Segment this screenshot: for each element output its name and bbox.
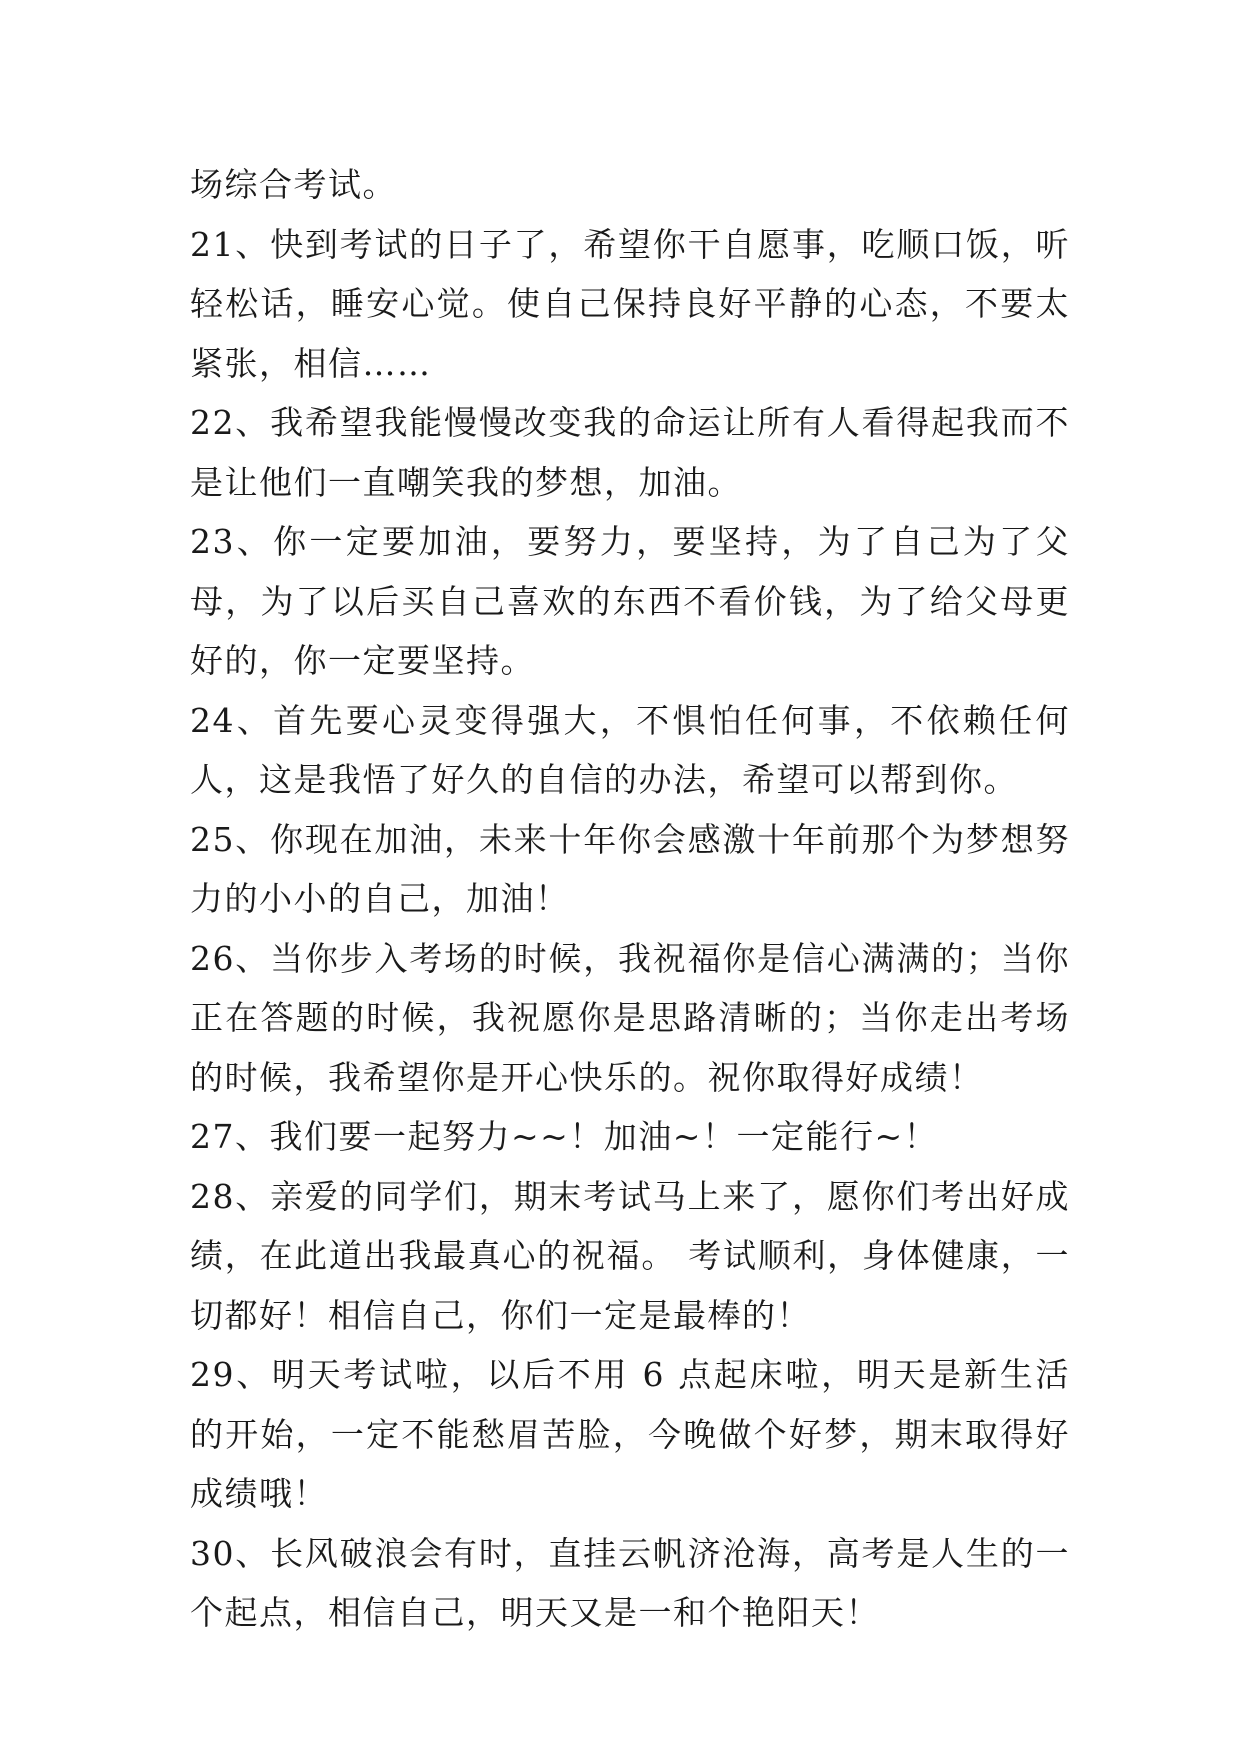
paragraph-24: 24、首先要心灵变得强大，不惧怕任何事，不依赖任何人，这是我悟了好久的自信的办法，希望可以帮到你。	[190, 700, 1070, 799]
paragraph-22: 22、我希望我能慢慢改变我的命运让所有人看得起我而不是让他们一直嘲笑我的梦想，加油。	[190, 403, 1070, 502]
paragraph-28: 28、亲爱的同学们，期末考试马上来了，愿你们考出好成绩，在此道出我最真心的祝福。 考试顺利，身体健康，一切都好！相信自己，你们一定是最棒的！	[190, 1176, 1070, 1335]
paragraph-23: 23、你一定要加油，要努力，要坚持，为了自己为了父母，为了以后买自己喜欢的东西不看价钱，为了给父母更好的，你一定要坚持。	[190, 522, 1070, 680]
document-body	[190, 155, 1070, 1643]
paragraph-25: 25、你现在加油，未来十年你会感激十年前那个为梦想努力的小小的自己，加油！	[190, 819, 1070, 918]
paragraph-29: 29、明天考试啦，以后不用 6 点起床啦，明天是新生活的开始，一定不能愁眉苦脸，今晚做个好梦，期末取得好成绩哦！	[190, 1355, 1070, 1513]
paragraph-26: 26、当你步入考场的时候，我祝福你是信心满满的；当你正在答题的时候，我祝愿你是思路清晰的；当你走出考场的时候，我希望你是开心快乐的。祝你取得好成绩！	[190, 938, 1070, 1097]
paragraph-continuation: 场综合考试。	[190, 165, 397, 204]
paragraph-21: 21、快到考试的日子了，希望你干自愿事，吃顺口饭，听轻松话，睡安心觉。使自己保持良好平静的心态，不要太紧张，相信……	[190, 224, 1070, 383]
paragraph-27: 27、我们要一起努力~~！加油~！一定能行~！	[190, 1117, 939, 1156]
paragraph-30: 30、长风破浪会有时，直挂云帆济沧海，高考是人生的一个起点，相信自己，明天又是一和个艳阳天！	[190, 1533, 1070, 1632]
